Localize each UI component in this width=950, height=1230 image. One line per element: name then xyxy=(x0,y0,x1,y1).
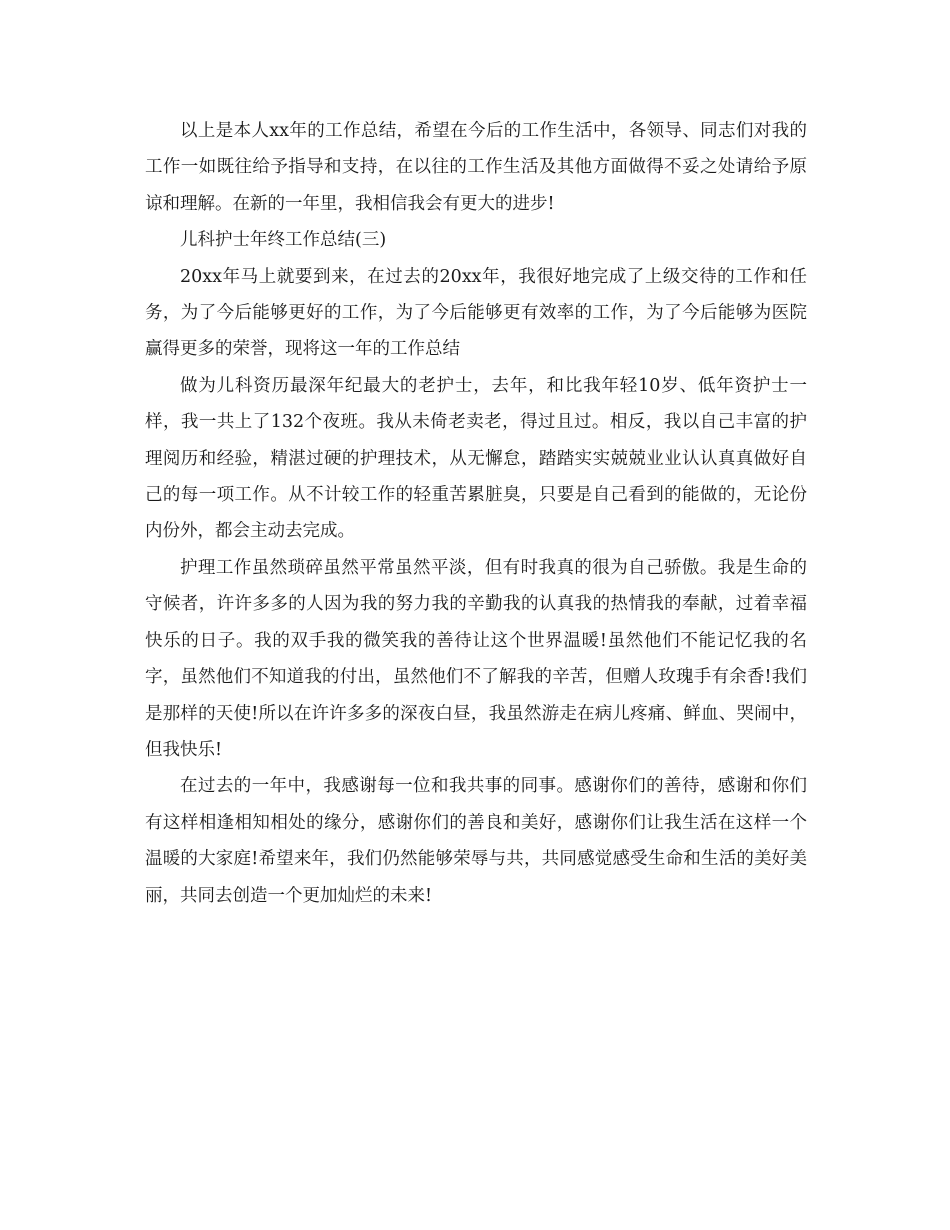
paragraph-intro: 20xx年马上就要到来，在过去的20xx年，我很好地完成了上级交待的工作和任务，为了今后能够更好的工作，为了今后能够更有效率的工作，为了今后能够为医院赢得更多的荣誉，现将这一年的工作总结 xyxy=(145,266,807,360)
paragraph-nursing-pride: 护理工作虽然琐碎虽然平常虽然平淡，但有时我真的很为自己骄傲。我是生命的守候者，许许多多的人因为我的努力我的辛勤我的认真我的热情我的奉献，过着幸福快乐的日子。我的双手我的微笑我的善待让这个世界温暖!虽然他们不能记忆我的名字，虽然他们不知道我的付出，虽然他们不了解我的辛苦，但赠人玫瑰手有余香!我们是那样的天使!所以在许许多多的深夜白昼，我虽然游走在病儿疼痛、鲜血、哭闹中，但我快乐! xyxy=(145,557,807,760)
document-body xyxy=(145,113,807,914)
paragraph-night-shifts: 做为儿科资历最深年纪最大的老护士，去年，和比我年轻10岁、低年资护士一样，我一共上了132个夜班。我从未倚老卖老，得过且过。相反，我以自己丰富的护理阅历和经验，精湛过硬的护理技术，从无懈怠，踏踏实实兢兢业业认认真真做好自己的每一项工作。从不计较工作的轻重苦累脏臭，只要是自己看到的能做的，无论份内份外，都会主动去完成。 xyxy=(145,375,807,542)
paragraph-closing-summary: 以上是本人xx年的工作总结，希望在今后的工作生活中，各领导、同志们对我的工作一如既往给予指导和支持，在以往的工作生活及其他方面做得不妥之处请给予原谅和理解。在新的一年里，我相信我会有更大的进步! xyxy=(145,121,807,214)
section-heading: 儿科护士年终工作总结(三) xyxy=(180,230,387,251)
paragraph-thanks-colleagues: 在过去的一年中，我感谢每一位和我共事的同事。感谢你们的善待，感谢和你们有这样相逢相知相处的缘分，感谢你们的善良和美好，感谢你们让我生活在这样一个温暖的大家庭!希望来年，我们仍然能够荣辱与共，共同感觉感受生命和生活的美好美丽，共同去创造一个更加灿烂的未来! xyxy=(145,776,807,906)
